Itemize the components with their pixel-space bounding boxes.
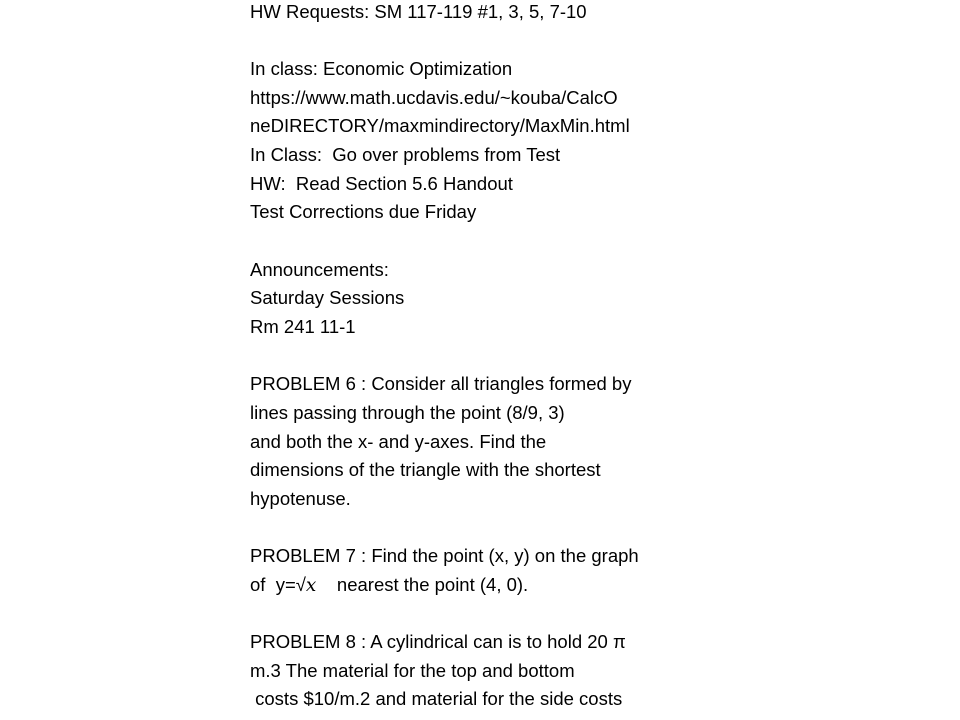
equation-suffix: nearest the point (4, 0).	[316, 573, 529, 595]
in-class-item: In Class: Go over problems from Test	[250, 143, 561, 165]
slide-text-body	[250, 0, 940, 714]
problem-8-line: PROBLEM 8 : A cylindrical can is to hold 20 π	[250, 631, 626, 653]
problem-6-line: PROBLEM 6 : Consider all triangles formed by	[250, 373, 632, 395]
problem-6-section	[250, 370, 940, 513]
homework-item: HW: Read Section 5.6 Handout	[250, 172, 513, 194]
url-line-2: neDIRECTORY/maxmindirectory/MaxMin.html	[250, 115, 630, 137]
problem-6-line: hypotenuse.	[250, 487, 351, 509]
url-line-1: https://www.math.ucdavis.edu/~kouba/CalcO	[250, 86, 618, 108]
problem-6-line: and both the x- and y-axes. Find the	[250, 430, 547, 452]
hw-requests-section	[250, 0, 940, 26]
problem-6-line: dimensions of the triangle with the shortest	[250, 459, 601, 481]
hw-requests-line: HW Requests: SM 117-119 #1, 3, 5, 7-10	[250, 0, 587, 22]
announcements-heading: Announcements:	[250, 258, 389, 280]
announcements-section	[250, 256, 940, 342]
problem-7-line: PROBLEM 7 : Find the point (x, y) on the graph	[250, 545, 639, 567]
problem-8-line: m.3 The material for the top and bottom	[250, 659, 575, 681]
in-class-title: In class: Economic Optimization	[250, 58, 513, 80]
in-class-section	[250, 55, 940, 227]
equation-prefix: of y=√	[250, 573, 306, 595]
test-corrections-item: Test Corrections due Friday	[250, 201, 477, 223]
problem-8-section	[250, 628, 940, 714]
problem-7-equation-line	[250, 571, 940, 600]
announcement-line: Rm 241 11-1	[250, 315, 356, 337]
announcement-line: Saturday Sessions	[250, 287, 405, 309]
problem-8-line: costs $10/m.2 and material for the side costs	[250, 688, 623, 710]
problem-7-section	[250, 542, 940, 599]
problem-6-line: lines passing through the point (8/9, 3)	[250, 401, 565, 423]
math-variable: x	[305, 574, 317, 596]
